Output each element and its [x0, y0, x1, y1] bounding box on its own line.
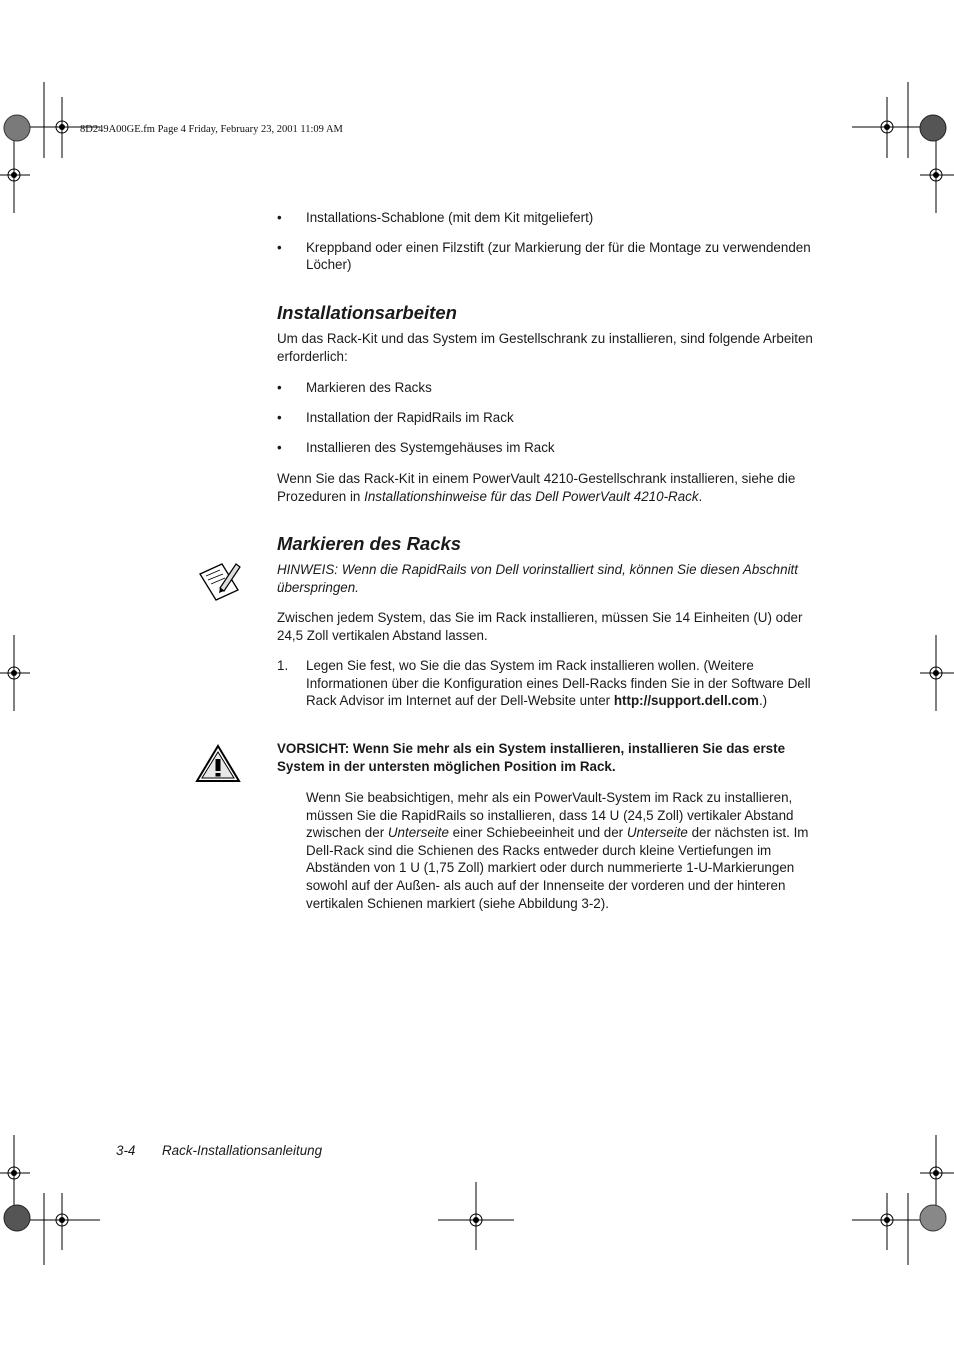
bullet-icon: • — [277, 380, 282, 395]
caution-triangle-icon — [194, 743, 242, 785]
support-link[interactable]: http://support.dell.com — [613, 693, 759, 709]
list-item: • Installations-Schablone (mit dem Kit mitgeliefert) — [277, 210, 594, 225]
list-item: • Installation der RapidRails im Rack — [277, 410, 514, 426]
note-text: HINWEIS: Wenn die RapidRails von Dell vorinstalliert sind, können Sie diesen Abschnitt überspringen. — [277, 562, 798, 595]
list-item: • Installieren des Systemgehäuses im Rack — [277, 440, 555, 456]
bullet-icon: • — [277, 440, 282, 456]
top-bullet-list — [277, 209, 827, 274]
list-item: • Kreppband oder einen Filzstift (zur Markierung der für die Montage zu verwendenden Löcher) — [277, 239, 811, 273]
section2-body: Wenn Sie beabsichtigen, mehr als ein PowerVault-System im Rack zu installieren, müssen Sie die RapidRails so installieren, dass 14 U (24,5 Zoll) vertikaler Abstand zwischen der Unterseite einer Schiebeeinheit und der Unterseite der nächsten ist. Im Dell-Rack sind die Schienen des Racks entweder durch kleine Vertiefungen im Abständen von 1 U (1,75 Zoll) markiert oder durch nummerierte 1-U-Markierungen sowohl auf der Außen- als auch auf der Innenseite der vorderen und der hinteren vertikalen Schienen markiert (siehe Abbildung 3-2). — [306, 790, 809, 911]
list-item: • Markieren des Racks — [277, 380, 432, 395]
section1-bullet-list — [277, 379, 827, 457]
step-number: 1. — [277, 658, 289, 673]
section-heading-markieren: Markieren des Racks — [277, 533, 462, 554]
section2-paragraph: Zwischen jedem System, das Sie im Rack installieren, müssen Sie 14 Einheiten (U) oder 24,5 Zoll vertikalen Abstand lassen. — [277, 610, 803, 643]
bullet-icon: • — [277, 410, 282, 426]
bullet-icon: • — [277, 210, 282, 225]
section-heading-installationsarbeiten: Installationsarbeiten — [277, 302, 457, 323]
page-number: 3-4 — [116, 1143, 136, 1158]
section1-intro: Um das Rack-Kit und das System im Gestellschrank zu installieren, sind folgende Arbeiten erforderlich: — [277, 331, 813, 364]
numbered-step: 1. Legen Sie fest, wo Sie die das System im Rack installieren wollen. (Weitere Informationen über die Konfiguration eines Dell-Racks finden Sie in der Software Dell Rack Advisor im Internet auf der Dell-Website unter http://support.dell.com.) — [277, 658, 811, 709]
bullet-icon: • — [277, 239, 282, 255]
note-pencil-icon — [198, 560, 242, 602]
section1-paragraph: Wenn Sie das Rack-Kit in einem PowerVault 4210-Gestellschrank installieren, siehe die Prozeduren in Installationshinweise für das Dell PowerVault 4210-Rack. — [277, 471, 796, 504]
footer-title: Rack-Installationsanleitung — [162, 1143, 323, 1158]
print-header: 8D249A00GE.fm Page 4 Friday, February 23, 2001 11:09 AM — [80, 124, 343, 135]
caution-text: VORSICHT: Wenn Sie mehr als ein System installieren, installieren Sie das erste System in der untersten möglichen Position im Rack. — [277, 741, 786, 774]
doc-reference: Installationshinweise für das Dell PowerVault 4210-Rack — [364, 488, 699, 504]
